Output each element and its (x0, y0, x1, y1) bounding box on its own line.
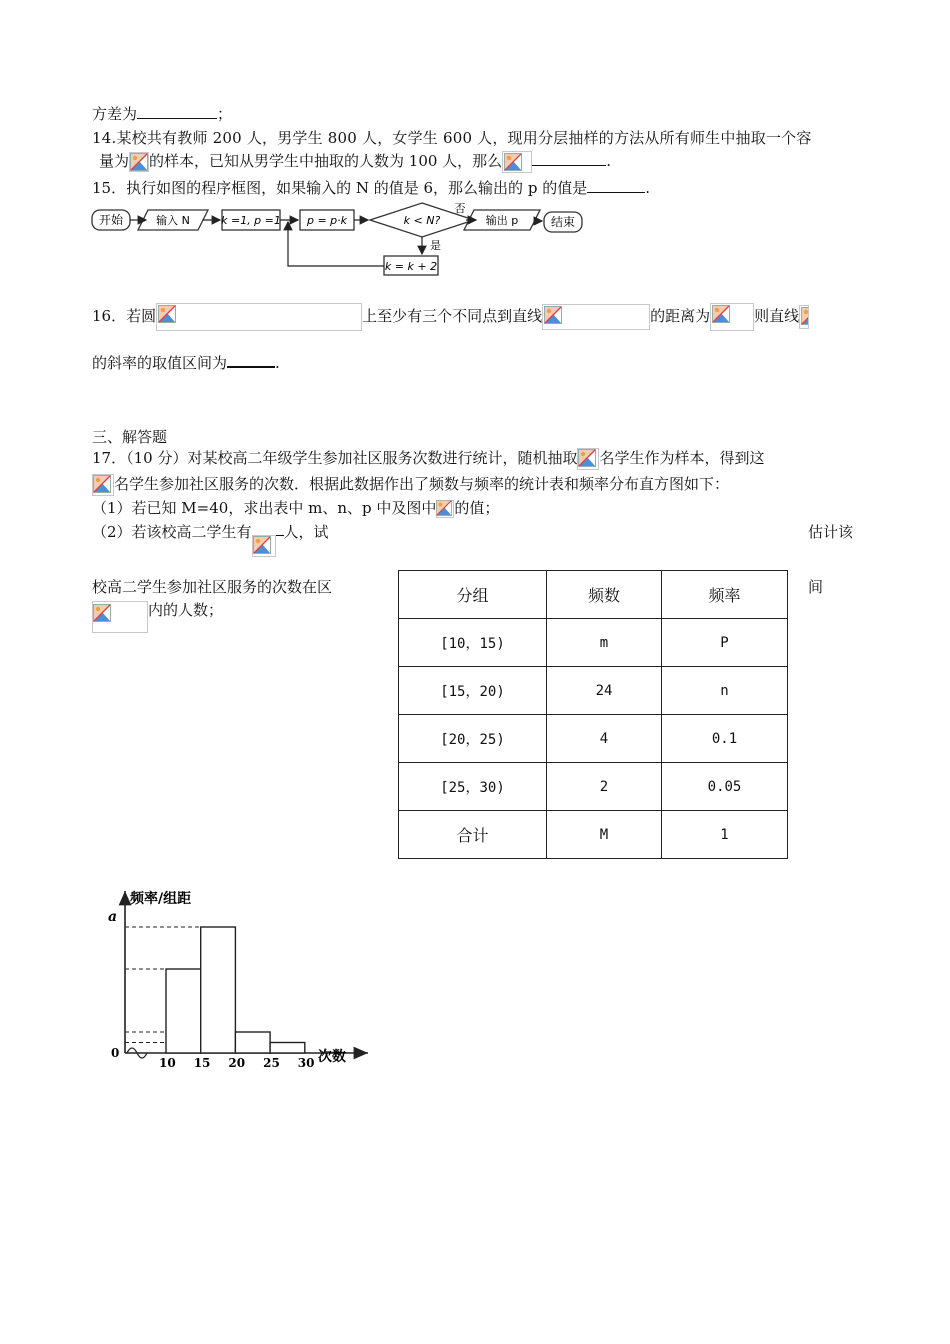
histogram-bar (235, 1032, 270, 1053)
x-tick-label: 10 (159, 1056, 176, 1070)
y-axis-label: 频率/组距 (130, 891, 192, 907)
origin-label: 0 (111, 1046, 120, 1060)
flow-output-label: 输出 p (485, 214, 519, 227)
answer-blank (137, 118, 217, 119)
q17-part2-right: 估计该 (808, 523, 854, 541)
table-cell: 合计 (399, 811, 547, 859)
table-row (399, 811, 788, 859)
table-cell: 0.1 (662, 715, 788, 763)
table-header-cell: 分组 (399, 571, 547, 619)
formula-image-icon (436, 500, 454, 518)
table-cell: [20，25) (399, 715, 547, 763)
q17-line2: 名学生参加社区服务的次数．根据此数据作出了频数与频率的统计表和频率分布直方图如下： (92, 473, 729, 496)
table-cell: [10，15) (399, 619, 547, 667)
flow-start-label: 开始 (98, 213, 124, 227)
flowchart (90, 200, 590, 280)
q17-line1: 17．（10 分）对某校高二年级学生参加社区服务次数进行统计，随机抽取 名学生作为样本，得到这 (92, 447, 764, 470)
formula-image-icon (92, 601, 148, 633)
table-header-cell: 频率 (662, 571, 788, 619)
formula-image-icon (129, 152, 149, 172)
histogram-bar (166, 969, 201, 1053)
table-cell: 24 (547, 667, 662, 715)
table-cell: [25，30) (399, 763, 547, 811)
histogram-bar (270, 1043, 305, 1054)
flow-condition-label: k < N? (403, 214, 441, 227)
x-tick-label: 25 (263, 1056, 280, 1070)
formula-image-icon (577, 448, 599, 470)
table-row (399, 715, 788, 763)
formula-image-icon (542, 304, 650, 330)
table-row (399, 667, 788, 715)
table-cell: m (547, 619, 662, 667)
q17-part1: （1）若已知 M=40，求出表中 m、n、p 中及图中 的值； (92, 499, 500, 517)
flow-no-label: 否 (454, 202, 466, 215)
q14-line1: 14.某校共有教师 200 人，男学生 800 人，女学生 600 人，现用分层抽样的方法从所有师生中抽取一个容 (92, 129, 812, 147)
answer-blank (587, 192, 645, 193)
q17-cont: 校高二学生参加社区服务的次数在区 (92, 578, 333, 596)
q15-text: 15．执行如图的程序框图，如果输入的 N 的值是 6，那么输出的 p 的值是 . (92, 179, 650, 197)
frequency-table (398, 570, 788, 859)
flow-yes-label: 是 (430, 239, 441, 252)
table-cell: P (662, 619, 788, 667)
formula-image-icon (502, 151, 532, 173)
q16-line1: 16．若圆 上至少有三个不同点到直线 的距离为 则直线 (92, 303, 809, 331)
formula-image-icon (156, 303, 362, 331)
flow-increment-label: k = k + 2 (384, 260, 438, 273)
q16-line2: 的斜率的取值区间为 . (92, 354, 280, 372)
formula-image-icon (799, 305, 809, 329)
x-tick-label: 15 (193, 1056, 211, 1070)
table-cell: 2 (547, 763, 662, 811)
formula-image-icon (710, 303, 754, 331)
frequency-histogram (100, 885, 380, 1070)
answer-blank (532, 165, 606, 166)
flow-input-label: 输入 N (156, 214, 190, 227)
answer-blank (227, 366, 275, 368)
table-row (399, 619, 788, 667)
table-cell: [15，20) (399, 667, 547, 715)
a-label: a (108, 909, 118, 925)
flow-end-label: 结束 (550, 215, 576, 229)
q14-line2: 量为 的样本，已知从男学生中抽取的人数为 100 人，那么 . (99, 150, 611, 173)
flow-multiply-label: p = p·k (306, 214, 348, 227)
table-row (399, 763, 788, 811)
table-header-cell: 频数 (547, 571, 662, 619)
table-cell: 1 (662, 811, 788, 859)
table-cell: n (662, 667, 788, 715)
q17-cont-right: 间 (808, 578, 824, 596)
table-cell: 4 (547, 715, 662, 763)
formula-image-icon (92, 474, 114, 496)
table-cell: M (547, 811, 662, 859)
q17-part2: （2）若该校高二学生有 人，试 (92, 521, 329, 542)
table-cell: 0.05 (662, 763, 788, 811)
table-header-row (399, 571, 788, 619)
section-title: 三、解答题 (92, 428, 168, 446)
q13-tail: 方差为 ； (92, 105, 233, 123)
formula-image-icon (252, 535, 276, 557)
histogram-bar (201, 927, 236, 1053)
q17-cont2: 内的人数； (92, 601, 223, 633)
flow-init-label: k =1, p =1 (221, 214, 281, 227)
x-axis-label: 次数 (318, 1049, 346, 1065)
x-tick-label: 20 (228, 1056, 246, 1070)
x-tick-label: 30 (297, 1056, 315, 1070)
